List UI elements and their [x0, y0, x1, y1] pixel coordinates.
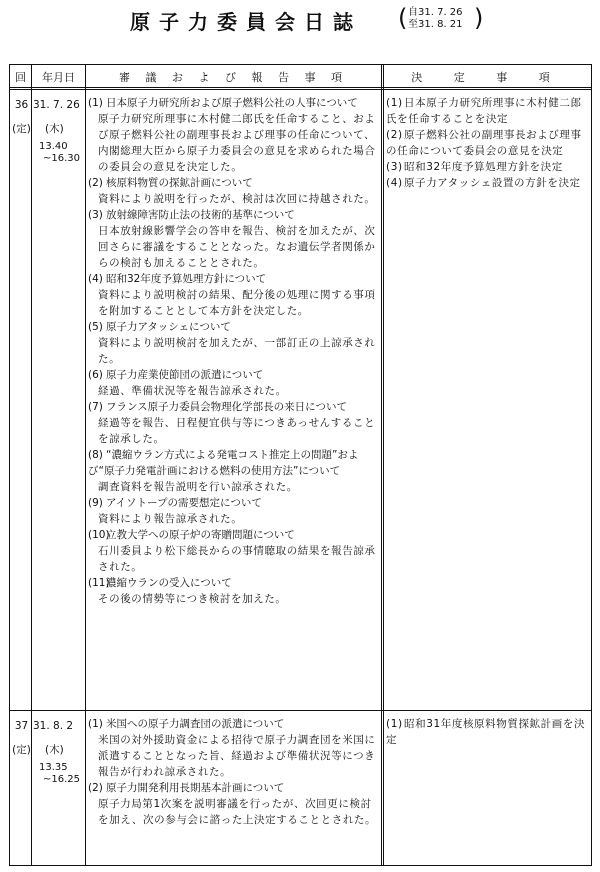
item-body: 経過、準備状況等を報告諒承された。 [98, 385, 287, 397]
decision-item [386, 127, 589, 159]
item-number: (3) [88, 209, 103, 221]
session-date [33, 93, 85, 165]
list-item [88, 207, 380, 271]
list-item [88, 319, 380, 367]
item-body: 原子力局第1次案を説明審議を行ったが、次回更に検討を加え、次の参与会に諮った上決定することとされた。 [98, 798, 377, 826]
item-body: 原子力研究所理事に木村健二郎氏を任命すること、および原子燃料公社の副理事長および理事の任命について、内閣総理大臣から原子力委員会の意見を求められた場合の委員会の意見を決定した。 [98, 113, 376, 173]
item-number: (2) [88, 177, 103, 189]
column-divider [381, 65, 384, 865]
item-title: 日本原子力研究所および原子燃料公社の人事について [106, 97, 358, 109]
item-number: (5) [88, 321, 103, 333]
item-title: “濃縮ウラン方式による発電コスト推定上の問題”および“原子力発電計画における燃料の使用方法”について [88, 449, 359, 477]
session-weekday: (木) [45, 744, 64, 756]
header-divider [10, 87, 591, 90]
list-item [88, 399, 380, 447]
decision-text: 昭和32年度予算処理方針を決定 [404, 161, 563, 173]
list-item [88, 447, 380, 495]
decision-number: (1) [386, 718, 403, 730]
page-title: 原子力委員会日誌 [130, 10, 362, 34]
session-date [33, 714, 85, 786]
deliberation-list [88, 95, 380, 607]
date-to: 至31. 8. 21 [408, 19, 463, 30]
date-from: 自31. 7. 26 [408, 7, 463, 18]
decision-item [386, 95, 589, 127]
session-kind: (定) [12, 744, 31, 756]
list-item [88, 575, 380, 607]
item-number: (8) [88, 449, 103, 461]
item-body: 石川委員より松下総長からの事情聴取の結果を報告諒承された。 [98, 545, 376, 573]
item-title: 核原料物質の探鉱計画について [106, 177, 253, 189]
item-title: 放射線障害防止法の技術的基準について [106, 209, 295, 221]
session-no: 36 [14, 99, 29, 111]
item-number: (6) [88, 369, 103, 381]
decision-text: 昭和31年度核原料物質探鉱計画を決定 [386, 718, 586, 746]
list-item [88, 175, 380, 207]
decision-text: 原子燃料公社の副理事長および理事の任命について委員会の意見を決定 [386, 129, 582, 157]
decision-number: (1) [386, 97, 403, 109]
item-body: その後の情勢等につき検討を加えた。 [98, 593, 287, 605]
item-title: アイソトープの需要想定について [106, 497, 262, 509]
session-time-start: 13.35 [39, 762, 68, 773]
brace-open: ( [398, 4, 408, 32]
item-body: 調査資料を報告説明を行い諒承された。 [98, 481, 298, 493]
item-body: 資料により報告諒承された。 [98, 513, 243, 525]
decision-list [386, 716, 589, 748]
brace-close: ) [474, 4, 484, 32]
journal-table [9, 64, 592, 866]
decision-list [386, 95, 589, 191]
session-time-end: ~16.25 [43, 774, 81, 785]
item-body: 経過等を報告、日程便宜供与等につきあっせんすることを諒承した。 [98, 417, 376, 445]
column-header-date: 年月日 [42, 71, 75, 84]
item-number: (2) [88, 782, 103, 794]
decision-item [386, 159, 589, 175]
column-header-deliberations: 審 議 お よ び 報 告 事 項 [119, 71, 348, 84]
item-body: 資料により説明検討の結果、配分後の処理に関する事項を附加することとして本方針を決定した。 [98, 289, 376, 317]
column-divider [85, 65, 86, 865]
item-title: 原子力開発利用長期基本計画について [106, 782, 285, 794]
item-number: (7) [88, 401, 103, 413]
decision-number: (4) [386, 177, 403, 189]
item-body: 日本放射線影響学会の答申を報告、検討を加えたが、次回さらに審議をすることとなった。なお遺伝学者関係からの検討も加えることとされた。 [98, 225, 376, 269]
item-title: 立教大学への原子炉の寄贈問題について [106, 529, 295, 541]
item-title: 原子力産業使節団の派遣について [106, 369, 264, 381]
item-body: 資料により説明検討を加えたが、一部訂正の上諒承された。 [98, 337, 376, 365]
list-item [88, 716, 380, 780]
item-number: (9) [88, 497, 103, 509]
decision-text: 日本原子力研究所理事に木村健二郎氏を任命することを決定 [386, 97, 582, 125]
column-divider [31, 65, 32, 865]
session-date-value: 31. 8. 2 [33, 720, 74, 732]
session-kind: (定) [12, 123, 31, 135]
session-time-end: ~16.30 [43, 153, 81, 164]
item-number: (4) [88, 273, 103, 285]
decision-item [386, 716, 589, 748]
list-item [88, 95, 380, 175]
column-header-session: 回 [15, 71, 26, 84]
decision-item [386, 175, 589, 191]
session-weekday: (木) [45, 123, 64, 135]
item-title: 米国への原子力調査団の派遣について [106, 718, 285, 730]
decision-number: (3) [386, 161, 403, 173]
item-title: 原子力アタッシェについて [106, 321, 231, 333]
item-title: 濃縮ウランの受入について [106, 577, 232, 589]
column-header-decisions: 決 定 事 項 [411, 71, 564, 84]
session-date-value: 31. 7. 26 [33, 99, 80, 111]
deliberation-list [88, 716, 380, 828]
list-item [88, 495, 380, 527]
item-number: (1) [88, 97, 103, 109]
item-number: (10) [88, 529, 110, 541]
item-title: 昭和32年度予算処理方針について [106, 273, 267, 285]
session-number [12, 93, 31, 141]
item-body: 米国の対外援助資金による招待で原子力調査団を米国に派遣することとなった旨、経過および準備状況等につき報告が行われ諒承された。 [98, 734, 376, 778]
list-item [88, 367, 380, 399]
decision-number: (2) [386, 129, 403, 141]
session-number [12, 714, 31, 762]
list-item [88, 271, 380, 319]
list-item [88, 527, 380, 575]
item-title: フランス原子力委員会物理化学部長の来日について [106, 401, 347, 413]
list-item [88, 780, 380, 828]
row-divider [10, 710, 591, 711]
session-no: 37 [14, 720, 29, 732]
item-number: (11) [88, 577, 110, 589]
item-body: 資料により説明を行ったが、検討は次回に持越された。 [98, 193, 376, 205]
session-time-start: 13.40 [39, 141, 68, 152]
page-header [0, 0, 600, 58]
item-number: (1) [88, 718, 103, 730]
decision-text: 原子力アタッシェ設置の方針を決定 [404, 177, 581, 189]
